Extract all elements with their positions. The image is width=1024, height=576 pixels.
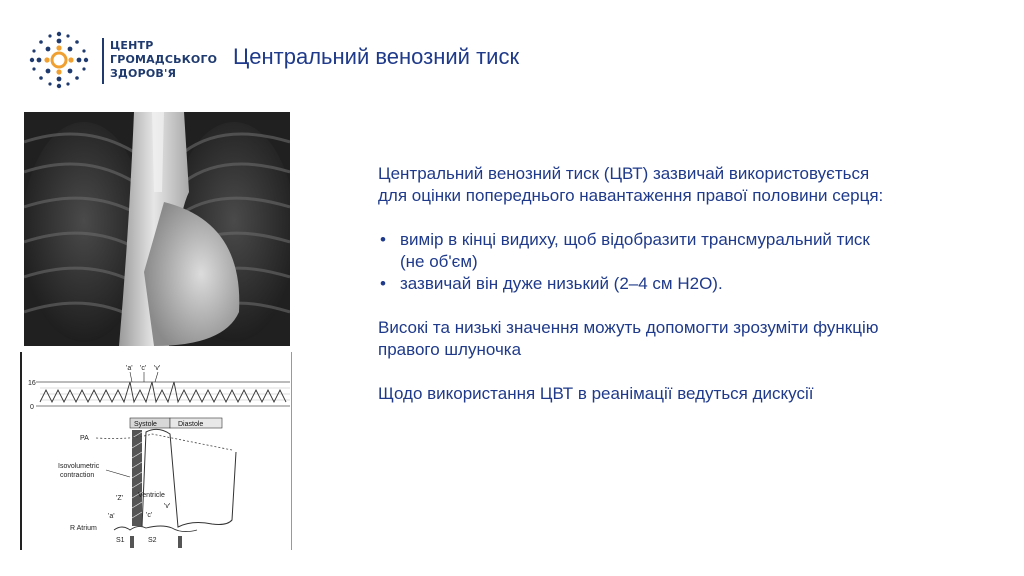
- logo-line-2: ГРОМАДСЬКОГО: [110, 53, 218, 66]
- wave-a-label: 'a': [126, 365, 133, 372]
- organization-logo: [28, 30, 218, 90]
- systole-label: Systole: [134, 421, 157, 428]
- v-point-label: 'v': [164, 503, 171, 510]
- logo-line-1: ЦЕНТР: [110, 39, 154, 52]
- paragraph-discussion: Щодо використання ЦВТ в реанімації ведуться дискусії: [378, 384, 814, 403]
- diastole-label: Diastole: [178, 421, 204, 428]
- a-point-label: 'a': [108, 513, 115, 520]
- c-point-label: 'c': [146, 512, 153, 519]
- chest-xray-image: [24, 112, 290, 346]
- ventricle-label: Ventricle: [138, 492, 165, 499]
- bullet-item: • зазвичай він дуже низький (2–4 см H2O).: [378, 273, 898, 295]
- wave-c-label: 'c': [140, 365, 147, 372]
- wave-v-label: 'v': [154, 365, 161, 372]
- intro-paragraph: Центральний венозний тиск (ЦВТ) зазвичай використовується для оцінки попереднього навантаження правої половини серця:: [378, 164, 884, 205]
- bullet-list: [378, 229, 898, 295]
- s2-label: S2: [148, 537, 157, 544]
- dotted-sun-logo-icon: [28, 30, 90, 90]
- slide-body: [378, 163, 898, 405]
- pa-label: PA: [80, 435, 89, 442]
- scale-bottom-label: 0: [30, 404, 34, 411]
- isovolumetric-label: Isovolumetric: [58, 463, 100, 470]
- cvp-waveform-diagram: [20, 352, 292, 550]
- logo-text: [110, 39, 217, 81]
- logo-line-3: ЗДОРОВ'Я: [110, 67, 177, 80]
- logo-divider: [102, 38, 104, 84]
- paragraph-right-ventricle: Високі та низькі значення можуть допомогти зрозуміти функцію правого шлуночка: [378, 318, 879, 359]
- r-atrium-label: R Atrium: [70, 525, 97, 532]
- scale-top-label: 16: [28, 380, 36, 387]
- bullet-item: • вимір в кінці видиху, щоб відобразити трансмуральний тиск (не об'єм): [378, 229, 898, 273]
- s1-label: S1: [116, 537, 125, 544]
- z-label: 'Z': [116, 495, 123, 502]
- slide-title: Центральний венозний тиск: [233, 44, 520, 69]
- contraction-label: contraction: [60, 472, 95, 479]
